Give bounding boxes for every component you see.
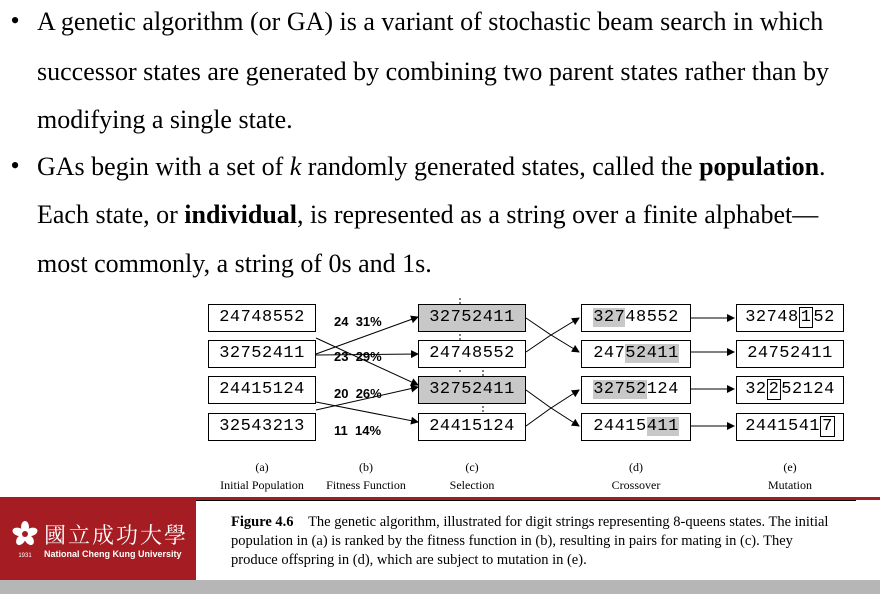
mutation-cell-2: 24752411 — [736, 340, 844, 368]
footer-divider — [196, 497, 880, 500]
text-run: , is represented as a string over a finite alphabet— — [297, 200, 819, 229]
population-cell-2: 32752411 — [208, 340, 316, 368]
fitness-2: 23 29% — [334, 349, 382, 364]
text-run: individual — [184, 200, 297, 229]
text-run: population — [699, 152, 820, 181]
text-run: GAs begin with a set of — [37, 152, 290, 181]
fitness-4: 11 14% — [334, 423, 382, 438]
column-label-e: (e) Mutation — [768, 460, 812, 492]
selection-cell-3: 32752411 — [418, 376, 526, 404]
population-cell-3: 24415124 — [208, 376, 316, 404]
bullet-dot: • — [10, 6, 20, 35]
text-run: modifying a single state. — [37, 105, 293, 134]
bullet-1-line-2 — [37, 57, 829, 87]
crossover-cell-3: 32752124 — [581, 376, 691, 404]
selection-cell-4: 24415124 — [418, 413, 526, 441]
crossover-cell-4: 24415411 — [581, 413, 691, 441]
crossover-cell-2: 24752411 — [581, 340, 691, 368]
cross-arrow-top — [526, 318, 579, 335]
cross-arrow-top-2 — [526, 335, 579, 352]
selection-cell-2: 24748552 — [418, 340, 526, 368]
university-name-en: National Cheng Kung University — [44, 549, 182, 559]
text-run: randomly generated states, called the — [301, 152, 700, 181]
footer-bar — [0, 580, 880, 594]
bullet-2-line-1 — [37, 152, 826, 182]
population-cell-1: 24748552 — [208, 304, 316, 332]
crossover-cell-1: 32748552 — [581, 304, 691, 332]
text-run: k — [289, 152, 302, 181]
mutation-cell-4: 2441541 7 — [736, 413, 844, 441]
university-name-cn: 國立成功大學 — [44, 523, 189, 548]
text-run: most commonly, a string of 0s and 1s. — [37, 249, 432, 278]
caption-label: Figure 4.6 — [231, 514, 294, 530]
column-label-a: (a) Initial Population — [220, 460, 304, 492]
column-label-b: (b) Fitness Function — [326, 460, 406, 492]
figure-4-6 — [196, 290, 856, 580]
mutation-cell-1: 32748 1 52 — [736, 304, 844, 332]
bullet-2-line-2 — [37, 200, 818, 230]
bullet-1-line-3 — [37, 105, 293, 135]
university-emblem-icon — [10, 519, 40, 549]
selection-cell-1: 32752411 — [418, 304, 526, 332]
ga-diagram — [196, 290, 856, 500]
bullet-1-line-1 — [37, 7, 823, 37]
fitness-1: 24 31% — [334, 314, 382, 329]
university-logo-block — [0, 497, 196, 580]
mutation-cell-3: 32 2 52124 — [736, 376, 844, 404]
cross-arrow-bot-2 — [526, 408, 579, 426]
fitness-3: 20 26% — [334, 386, 382, 401]
column-label-d: (d) Crossover — [611, 460, 661, 492]
text-run: successor states are generated by combining two parent states rather than by — [37, 57, 829, 86]
cross-arrow-bot — [526, 390, 579, 408]
founding-year: 1931 — [18, 553, 32, 559]
bullet-dot: • — [10, 151, 20, 180]
figure-caption — [196, 500, 856, 582]
text-run: A genetic algorithm (or GA) is a variant of stochastic beam search in which — [37, 7, 824, 36]
column-label-c: (c) Selection — [449, 460, 495, 492]
population-cell-4: 32543213 — [208, 413, 316, 441]
text-run: . — [819, 152, 826, 181]
bullet-2-line-3 — [37, 249, 432, 279]
caption-text: The genetic algorithm, illustrated for digit strings representing 8-queens states. The initial population in (a) is ranked by the fitness function in (b), resulting in pairs for mating in (c). They produce offspring in (d), which are subject to mutation in (e). — [231, 514, 829, 568]
select-arrow-3 — [316, 402, 418, 422]
text-run: Each state, or — [37, 200, 185, 229]
